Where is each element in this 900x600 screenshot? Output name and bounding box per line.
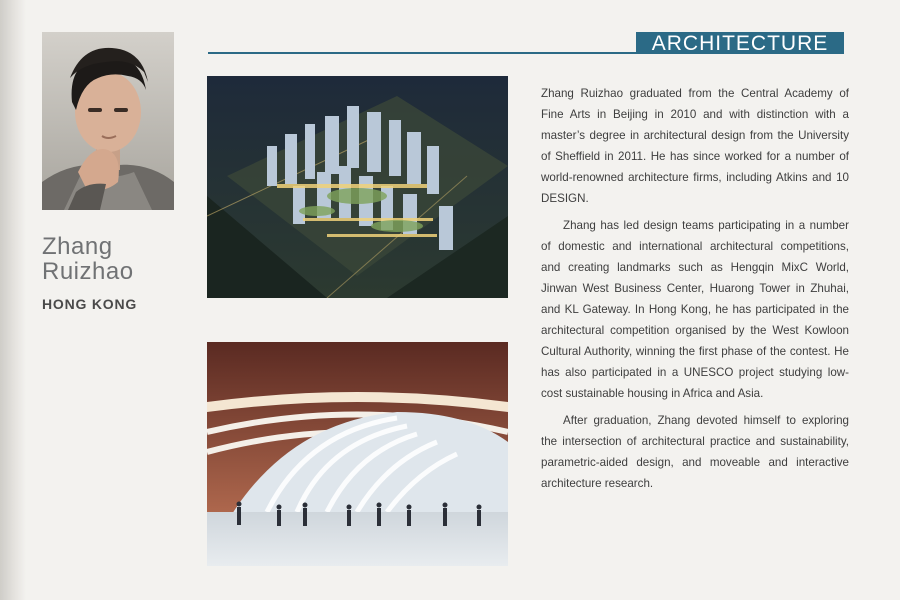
bio-paragraph: After graduation, Zhang devoted himself to exploring the intersection of architectural practice and sustainability, parametric-aided design, and moveable and interactive architecture research. bbox=[541, 414, 849, 490]
portrait-photo bbox=[42, 32, 174, 210]
biography-text bbox=[541, 83, 849, 500]
section-tag: ARCHITECTURE bbox=[636, 32, 844, 54]
section-header-rule bbox=[208, 52, 638, 54]
person-name-line-1: Zhang bbox=[42, 233, 113, 260]
person-name bbox=[42, 234, 202, 284]
bio-paragraph: Zhang has led design teams participating in a number of domestic and international architectural competitions, and creating landmarks such as Hengqin MixC World, Jinwan West Business Center, Huarong Tower in Zhuhai, and KL Gateway. In Hong Kong, he has participated in the architectural competition organised by the West Kowloon Cultural Authority, winning the first phase of the contest. He has also participated in a UNESCO project studying low-cost sustainable housing in Africa and Asia. bbox=[541, 219, 849, 400]
bio-paragraph: Zhang Ruizhao graduated from the Central Academy of Fine Arts in Beijing in 2010 and with distinction with a master’s degree in architectural design from the University of Sheffield in 2011. He has since worked for a number of world-renowned architecture firms, including Atkins and 10 DESIGN. bbox=[541, 87, 849, 205]
aerial-rendering-photo bbox=[207, 76, 508, 298]
person-city: HONG KONG bbox=[42, 296, 138, 312]
book-spine-shadow bbox=[0, 0, 26, 600]
person-name-line-2: Ruizhao bbox=[42, 258, 134, 285]
interior-rendering-photo bbox=[207, 342, 508, 566]
